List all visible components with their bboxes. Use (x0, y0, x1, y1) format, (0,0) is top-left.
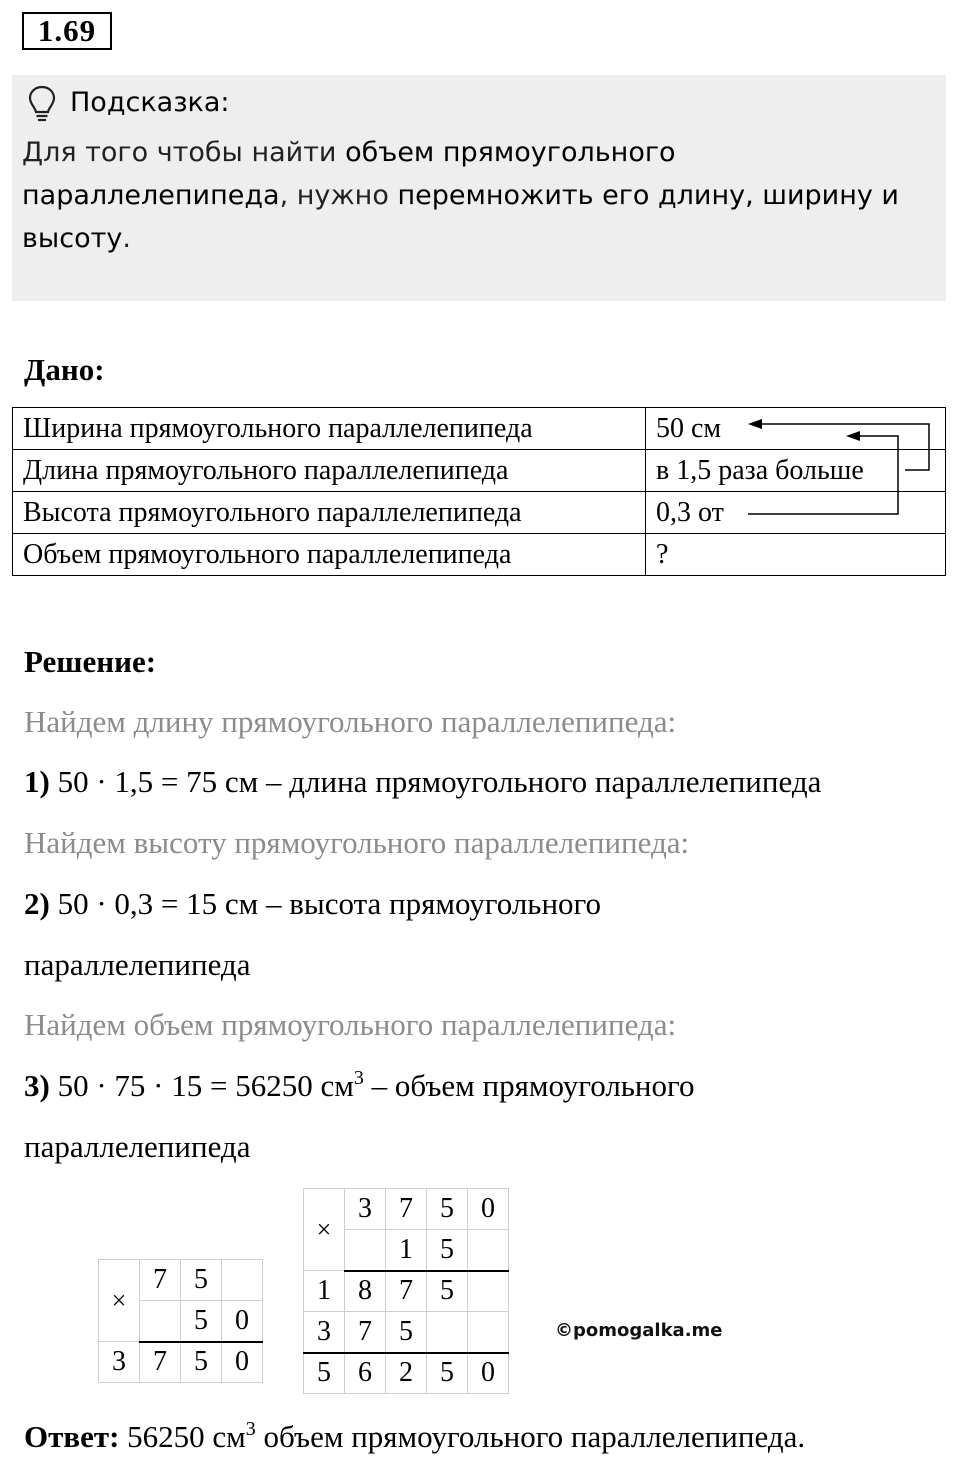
arrow-head-icon (846, 431, 860, 441)
given-name-cell: Высота прямоугольного параллелепипеда (13, 492, 646, 534)
hint-text: Для того чтобы найти объем прямоугольного параллелепипеда, нужно перемножить его длину, ширину и высоту. (22, 137, 899, 254)
step-2-continued: параллелепипеда (24, 947, 251, 982)
arrow-length-to-width (760, 424, 929, 470)
solution-label: Решение: (24, 644, 157, 679)
given-value-cell: ? (646, 534, 946, 576)
answer-label: Ответ: (24, 1419, 120, 1454)
hint-bold-2: перемножить его длину, ширину и высоту (22, 180, 899, 254)
arrow-height-to-width (748, 436, 898, 514)
given-label: Дано: (24, 352, 105, 387)
find-height-text: Найдем высоту прямоугольного параллелепипеда: (24, 825, 690, 860)
step-2: 2) 50 · 0,3 = 15 см – высота прямоугольного (24, 886, 601, 921)
multiply-sign: × (99, 1260, 140, 1342)
step-1: 1) 50 · 1,5 = 75 см – длина прямоугольного параллелепипеда (24, 764, 822, 799)
find-volume-text: Найдем объем прямоугольного параллелепипеда: (24, 1007, 677, 1042)
hint-title: Подсказка: (70, 87, 230, 118)
task-number: 1.69 (22, 12, 112, 50)
given-name-cell: Длина прямоугольного параллелепипеда (13, 450, 646, 492)
answer: Ответ: 56250 $см^3$ объем прямоугольного параллелепипеда. (24, 1418, 806, 1454)
multiply-sign: × (304, 1189, 345, 1271)
multiplication-3750-by-15: × 3 7 5 0 1 5 1 8 7 5 3 7 5 5 6 2 5 0 (303, 1188, 509, 1394)
hint-bold-1: объем прямоугольного параллелепипеда (22, 137, 676, 211)
find-length-text: Найдем длину прямоугольного параллелепипеда: (24, 704, 677, 739)
given-name-cell: Ширина прямоугольного параллелепипеда (13, 408, 646, 450)
step-3-continued: параллелепипеда (24, 1129, 251, 1164)
given-value-cell: 0,3 от (646, 492, 946, 534)
arrow-head-icon (748, 419, 762, 429)
watermark: ©pomogalka.me (555, 1320, 723, 1341)
multiplication-75-by-50: × 7 5 5 0 3 7 5 0 (98, 1259, 263, 1383)
given-value-cell: 50 см (646, 408, 946, 450)
reference-arrows (0, 0, 960, 600)
step-3: 3) 50 · 75 · 15 = 56250 $см^3$ – объем прямоугольного (24, 1067, 695, 1103)
given-name-cell: Объем прямоугольного параллелепипеда (13, 534, 646, 576)
given-value-cell: в 1,5 раза больше (646, 450, 946, 492)
